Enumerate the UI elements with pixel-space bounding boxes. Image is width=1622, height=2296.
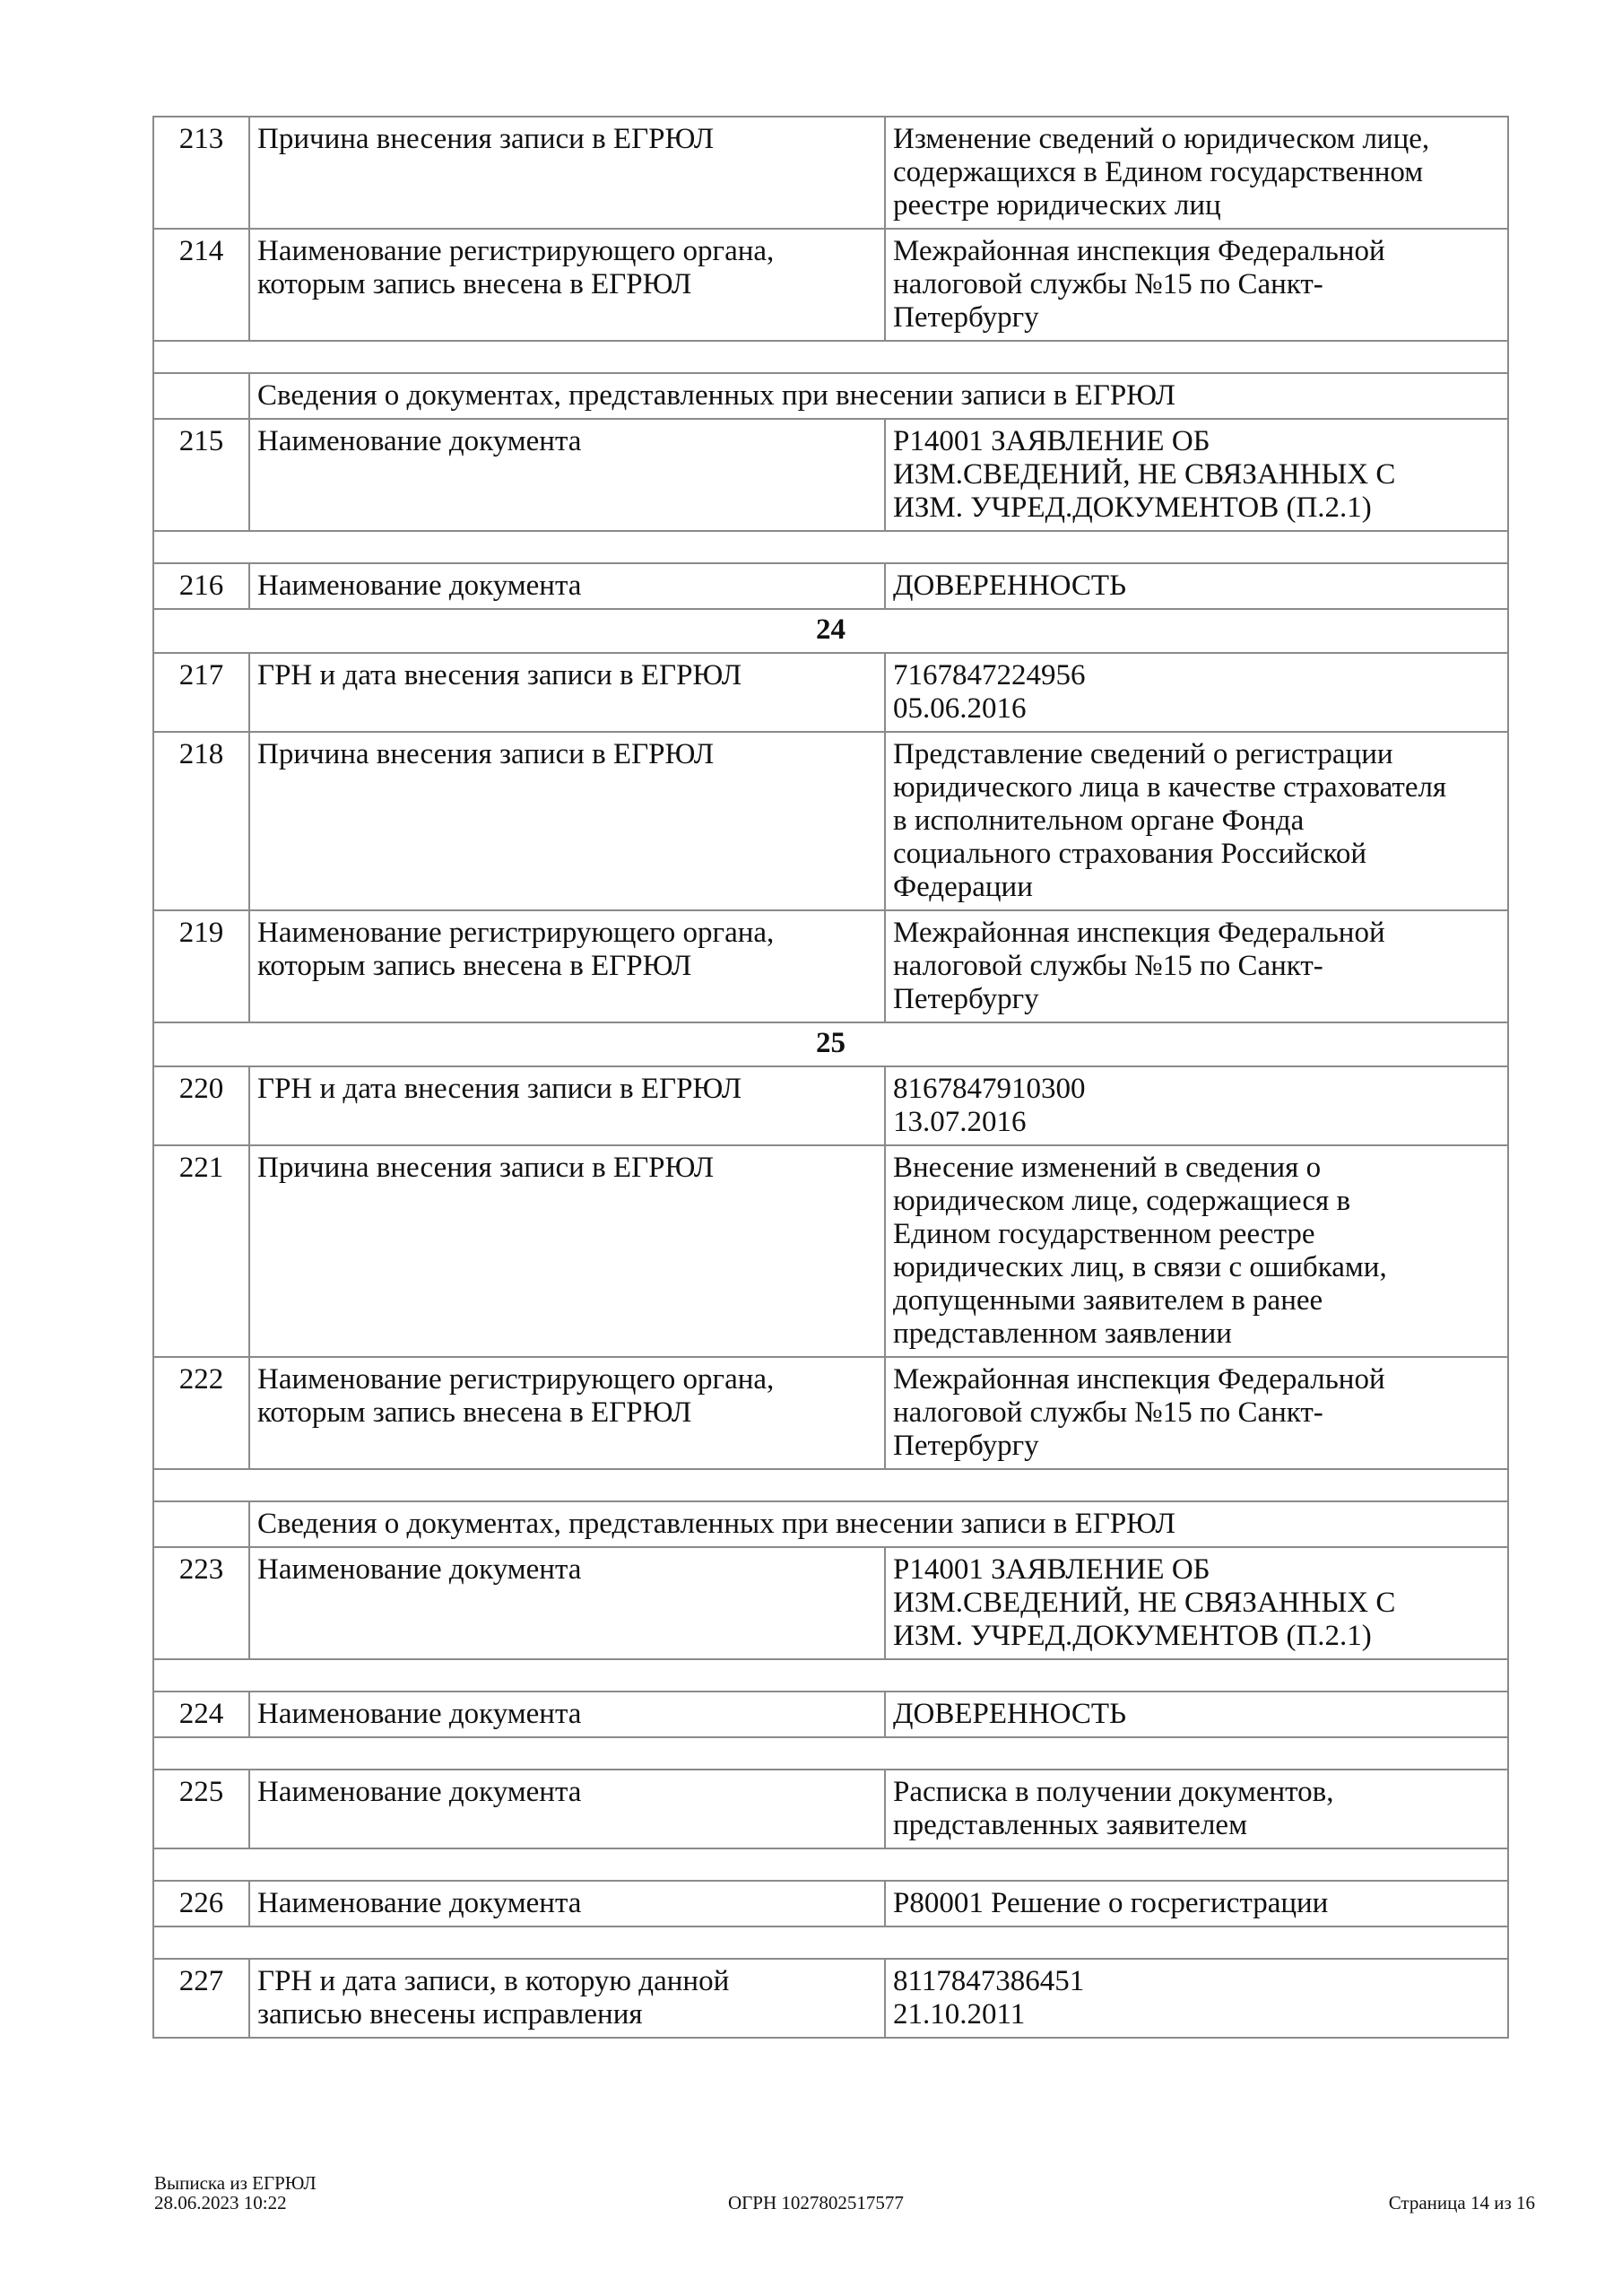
value-line: Р14001 ЗАЯВЛЕНИЕ ОБ <box>893 1553 1210 1586</box>
spacer-row <box>153 1469 1508 1501</box>
value-line: в исполнительном органе Фонда <box>893 804 1305 837</box>
row-number: 221 <box>153 1145 249 1357</box>
value-line: Межрайонная инспекция Федеральной <box>893 917 1385 949</box>
label-line: Наименование документа <box>257 425 582 457</box>
value-line: Внесение изменений в сведения о <box>893 1152 1322 1184</box>
row-label <box>249 117 885 229</box>
spacer-cell <box>153 1659 1508 1692</box>
label-line: Наименование документа <box>257 1776 582 1808</box>
row-number: 222 <box>153 1357 249 1469</box>
row-label <box>249 1692 885 1737</box>
row-label <box>249 1145 885 1357</box>
value-line: допущенными заявителем в ранее <box>893 1284 1323 1317</box>
value-line: 05.06.2016 <box>893 692 1027 725</box>
spacer-cell <box>153 1926 1508 1959</box>
label-line: Наименование документа <box>257 1698 582 1730</box>
row-label <box>249 419 885 531</box>
spacer-cell <box>153 531 1508 563</box>
value-line: содержащихся в Едином государственном <box>893 156 1424 188</box>
value-line: ДОВЕРЕННОСТЬ <box>893 1698 1127 1730</box>
row-number: 217 <box>153 653 249 732</box>
record-group-row <box>153 609 1508 653</box>
spacer-row <box>153 1737 1508 1770</box>
row-label <box>249 563 885 609</box>
row-value <box>885 1959 1508 2038</box>
row-value <box>885 563 1508 609</box>
row-number: 215 <box>153 419 249 531</box>
page-footer <box>154 2173 1535 2227</box>
table-row <box>153 1770 1508 1848</box>
table-row <box>153 229 1508 341</box>
record-group-number: 25 <box>153 1022 1508 1066</box>
label-line: Наименование регистрирующего органа, <box>257 235 775 267</box>
row-number: 213 <box>153 117 249 229</box>
spacer-row <box>153 1659 1508 1692</box>
row-value <box>885 229 1508 341</box>
row-number: 226 <box>153 1881 249 1926</box>
row-value <box>885 1547 1508 1659</box>
row-label <box>249 1959 885 2038</box>
row-value <box>885 1066 1508 1145</box>
row-value <box>885 1770 1508 1848</box>
value-line: социального страхования Российской <box>893 838 1367 870</box>
table-row <box>153 1547 1508 1659</box>
spacer-row <box>153 1926 1508 1959</box>
value-line: Федерации <box>893 871 1033 903</box>
value-line: Межрайонная инспекция Федеральной <box>893 1363 1385 1396</box>
section-number-cell <box>153 1501 249 1547</box>
value-line: 7167847224956 <box>893 659 1086 691</box>
table-row <box>153 117 1508 229</box>
row-label <box>249 1770 885 1848</box>
label-line: Причина внесения записи в ЕГРЮЛ <box>257 738 715 770</box>
value-line: Изменение сведений о юридическом лице, <box>893 123 1430 155</box>
table-row <box>153 732 1508 910</box>
row-value <box>885 117 1508 229</box>
table-row <box>153 563 1508 609</box>
label-line: Причина внесения записи в ЕГРЮЛ <box>257 123 715 155</box>
row-value <box>885 910 1508 1022</box>
value-line: Р80001 Решение о госрегистрации <box>893 1887 1329 1919</box>
row-number: 219 <box>153 910 249 1022</box>
row-value <box>885 1692 1508 1737</box>
label-line: ГРН и дата записи, в которую данной <box>257 1965 730 1997</box>
value-line: ДОВЕРЕННОСТЬ <box>893 570 1127 602</box>
label-line: Наименование регистрирующего органа, <box>257 917 775 949</box>
table-row <box>153 419 1508 531</box>
row-number: 224 <box>153 1692 249 1737</box>
value-line: представленном заявлении <box>893 1318 1232 1350</box>
row-number: 214 <box>153 229 249 341</box>
value-line: юридических лиц, в связи с ошибками, <box>893 1251 1387 1283</box>
footer-doc-title: Выписка из ЕГРЮЛ <box>154 2172 317 2194</box>
row-value <box>885 1881 1508 1926</box>
label-line: Причина внесения записи в ЕГРЮЛ <box>257 1152 715 1184</box>
value-line: Межрайонная инспекция Федеральной <box>893 235 1385 267</box>
value-line: Едином государственном реестре <box>893 1218 1315 1250</box>
footer-left <box>154 2173 317 2213</box>
section-header-row <box>153 373 1508 419</box>
label-line: ГРН и дата внесения записи в ЕГРЮЛ <box>257 1073 742 1105</box>
spacer-cell <box>153 1848 1508 1881</box>
table-row <box>153 1145 1508 1357</box>
label-line: которым запись внесена в ЕГРЮЛ <box>257 950 692 982</box>
label-line: записью внесены исправления <box>257 1998 643 2031</box>
row-label <box>249 910 885 1022</box>
value-line: ИЗМ. УЧРЕД.ДОКУМЕНТОВ (П.2.1) <box>893 1620 1372 1652</box>
value-line: Петербургу <box>893 301 1039 334</box>
egrul-extract-table <box>152 116 1509 2039</box>
table-row <box>153 1357 1508 1469</box>
row-label <box>249 732 885 910</box>
table-row <box>153 1959 1508 2038</box>
footer-datetime: 28.06.2023 10:22 <box>154 2192 287 2213</box>
row-label <box>249 653 885 732</box>
row-value <box>885 653 1508 732</box>
row-number: 223 <box>153 1547 249 1659</box>
label-line: Наименование регистрирующего органа, <box>257 1363 775 1396</box>
row-number: 218 <box>153 732 249 910</box>
row-label <box>249 229 885 341</box>
section-header-row <box>153 1501 1508 1547</box>
value-line: Петербургу <box>893 1430 1039 1462</box>
row-number: 216 <box>153 563 249 609</box>
label-line: ГРН и дата внесения записи в ЕГРЮЛ <box>257 659 742 691</box>
row-label <box>249 1547 885 1659</box>
section-number-cell <box>153 373 249 419</box>
table-row <box>153 1066 1508 1145</box>
spacer-cell <box>153 1737 1508 1770</box>
row-label <box>249 1066 885 1145</box>
section-title: Сведения о документах, представленных при внесении записи в ЕГРЮЛ <box>249 1501 1508 1547</box>
row-value <box>885 419 1508 531</box>
label-line: Наименование документа <box>257 1553 582 1586</box>
value-line: налоговой службы №15 по Санкт- <box>893 268 1323 300</box>
value-line: 8117847386451 <box>893 1965 1085 1997</box>
table-row <box>153 1692 1508 1737</box>
table-body <box>153 117 1508 2038</box>
spacer-cell <box>153 1469 1508 1501</box>
record-group-number: 24 <box>153 609 1508 653</box>
value-line: Представление сведений о регистрации <box>893 738 1393 770</box>
value-line: налоговой службы №15 по Санкт- <box>893 1396 1323 1429</box>
label-line: Наименование документа <box>257 1887 582 1919</box>
value-line: ИЗМ.СВЕДЕНИЙ, НЕ СВЯЗАННЫХ С <box>893 458 1396 491</box>
value-line: реестре юридических лиц <box>893 189 1221 222</box>
section-title: Сведения о документах, представленных при внесении записи в ЕГРЮЛ <box>249 373 1508 419</box>
row-number: 225 <box>153 1770 249 1848</box>
spacer-cell <box>153 341 1508 373</box>
value-line: юридического лица в качестве страхователя <box>893 771 1447 804</box>
row-number: 220 <box>153 1066 249 1145</box>
value-line: юридическом лице, содержащиеся в <box>893 1185 1351 1217</box>
label-line: которым запись внесена в ЕГРЮЛ <box>257 1396 692 1429</box>
label-line: Наименование документа <box>257 570 582 602</box>
value-line: 8167847910300 <box>893 1073 1086 1105</box>
value-line: 13.07.2016 <box>893 1106 1027 1138</box>
row-value <box>885 732 1508 910</box>
value-line: ИЗМ. УЧРЕД.ДОКУМЕНТОВ (П.2.1) <box>893 491 1372 524</box>
row-number: 227 <box>153 1959 249 2038</box>
value-line: ИЗМ.СВЕДЕНИЙ, НЕ СВЯЗАННЫХ С <box>893 1587 1396 1619</box>
row-value <box>885 1145 1508 1357</box>
footer-ogrn: ОГРН 1027802517577 <box>728 2192 904 2213</box>
value-line: 21.10.2011 <box>893 1998 1026 2031</box>
footer-page-number: Страница 14 из 16 <box>1388 2192 1535 2213</box>
value-line: представленных заявителем <box>893 1809 1247 1841</box>
table-row <box>153 653 1508 732</box>
value-line: налоговой службы №15 по Санкт- <box>893 950 1323 982</box>
label-line: которым запись внесена в ЕГРЮЛ <box>257 268 692 300</box>
value-line: Расписка в получении документов, <box>893 1776 1334 1808</box>
table-row <box>153 1881 1508 1926</box>
spacer-row <box>153 531 1508 563</box>
row-label <box>249 1881 885 1926</box>
spacer-row <box>153 1848 1508 1881</box>
spacer-row <box>153 341 1508 373</box>
row-label <box>249 1357 885 1469</box>
value-line: Р14001 ЗАЯВЛЕНИЕ ОБ <box>893 425 1210 457</box>
row-value <box>885 1357 1508 1469</box>
record-group-row <box>153 1022 1508 1066</box>
value-line: Петербургу <box>893 983 1039 1015</box>
table-row <box>153 910 1508 1022</box>
